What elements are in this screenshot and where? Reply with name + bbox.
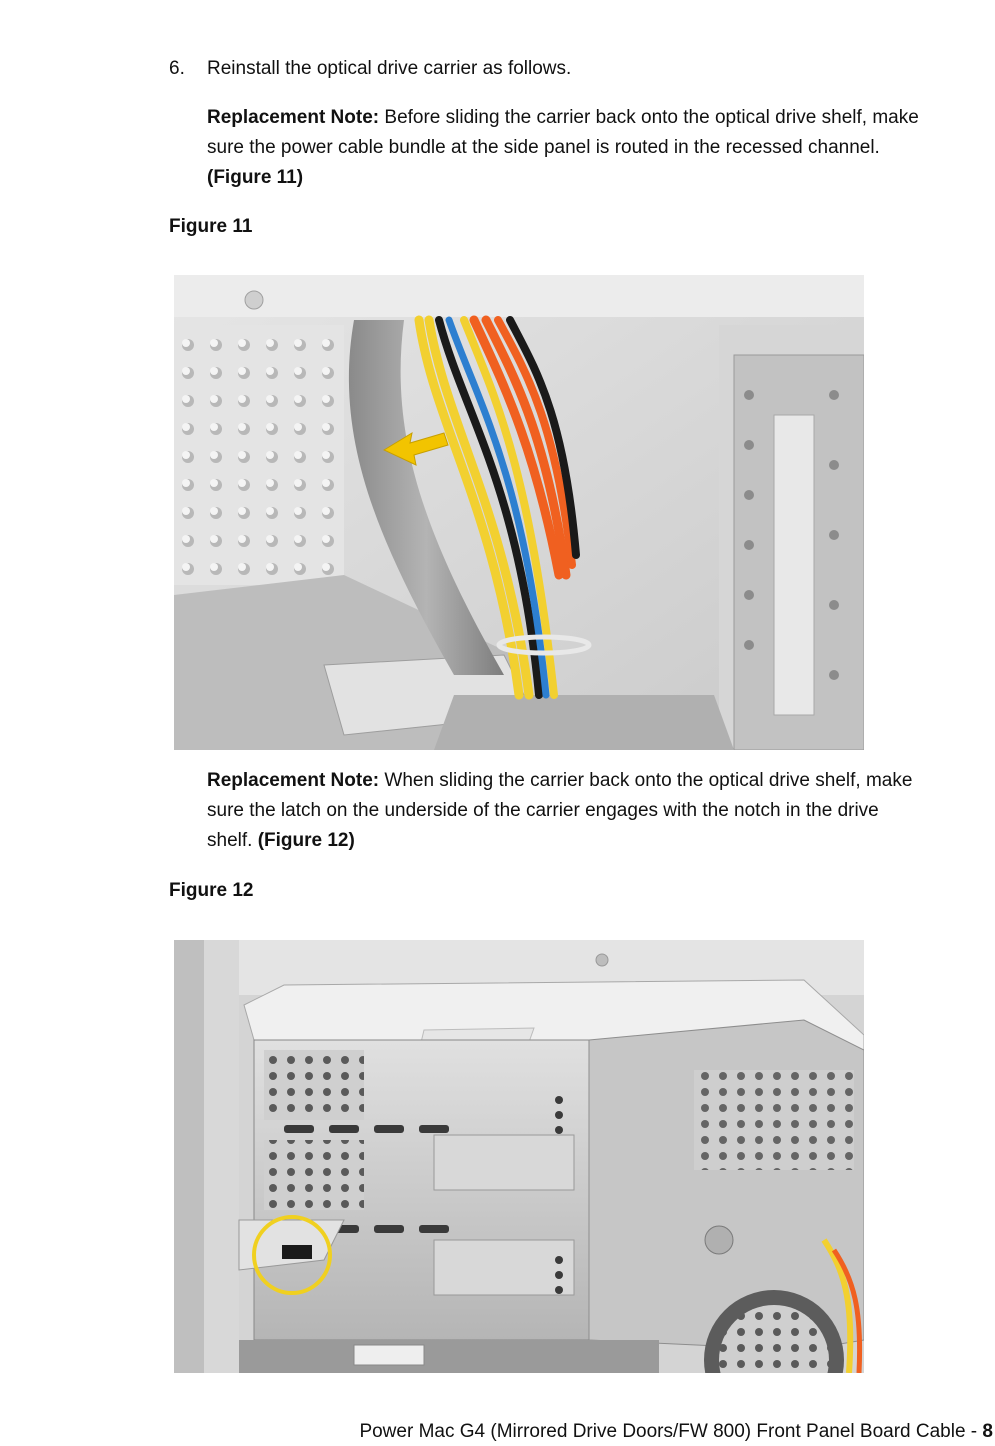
replacement-note-2	[207, 766, 995, 856]
note1-text-line1: Before sliding the carrier back onto the optical drive shelf, make	[384, 107, 919, 128]
note2-line1	[207, 766, 995, 796]
note2-label: Replacement Note:	[207, 770, 380, 791]
step-6	[169, 54, 571, 84]
note2-text-line1: When sliding the carrier back onto the optical drive shelf, make	[384, 770, 913, 791]
note2-text-line3: shelf.	[207, 830, 253, 851]
note1-text-line2: sure the power cable bundle at the side panel is routed in the recessed channel.	[207, 137, 880, 158]
note2-figure-ref: (Figure 12)	[257, 830, 355, 851]
note2-line3	[207, 826, 995, 856]
page-number: 8	[982, 1421, 993, 1442]
figure-12-caption: Figure 12	[169, 880, 254, 901]
page-footer	[359, 1418, 993, 1446]
figure-11-caption: Figure 11	[169, 216, 253, 237]
figure-12-photo	[174, 940, 864, 1373]
replacement-note-1	[207, 103, 995, 193]
note1-label: Replacement Note:	[207, 107, 380, 128]
note1-line1	[207, 103, 995, 133]
step-text: Reinstall the optical drive carrier as follows.	[207, 58, 572, 79]
figure-11-photo	[174, 275, 864, 750]
footer-title: Power Mac G4 (Mirrored Drive Doors/FW 800) Front Panel Board Cable -	[359, 1421, 983, 1442]
step-number: 6.	[169, 58, 185, 79]
note2-text-line2: sure the latch on the underside of the carrier engages with the notch in the drive	[207, 800, 879, 821]
note1-figure-ref: (Figure 11)	[207, 167, 304, 188]
